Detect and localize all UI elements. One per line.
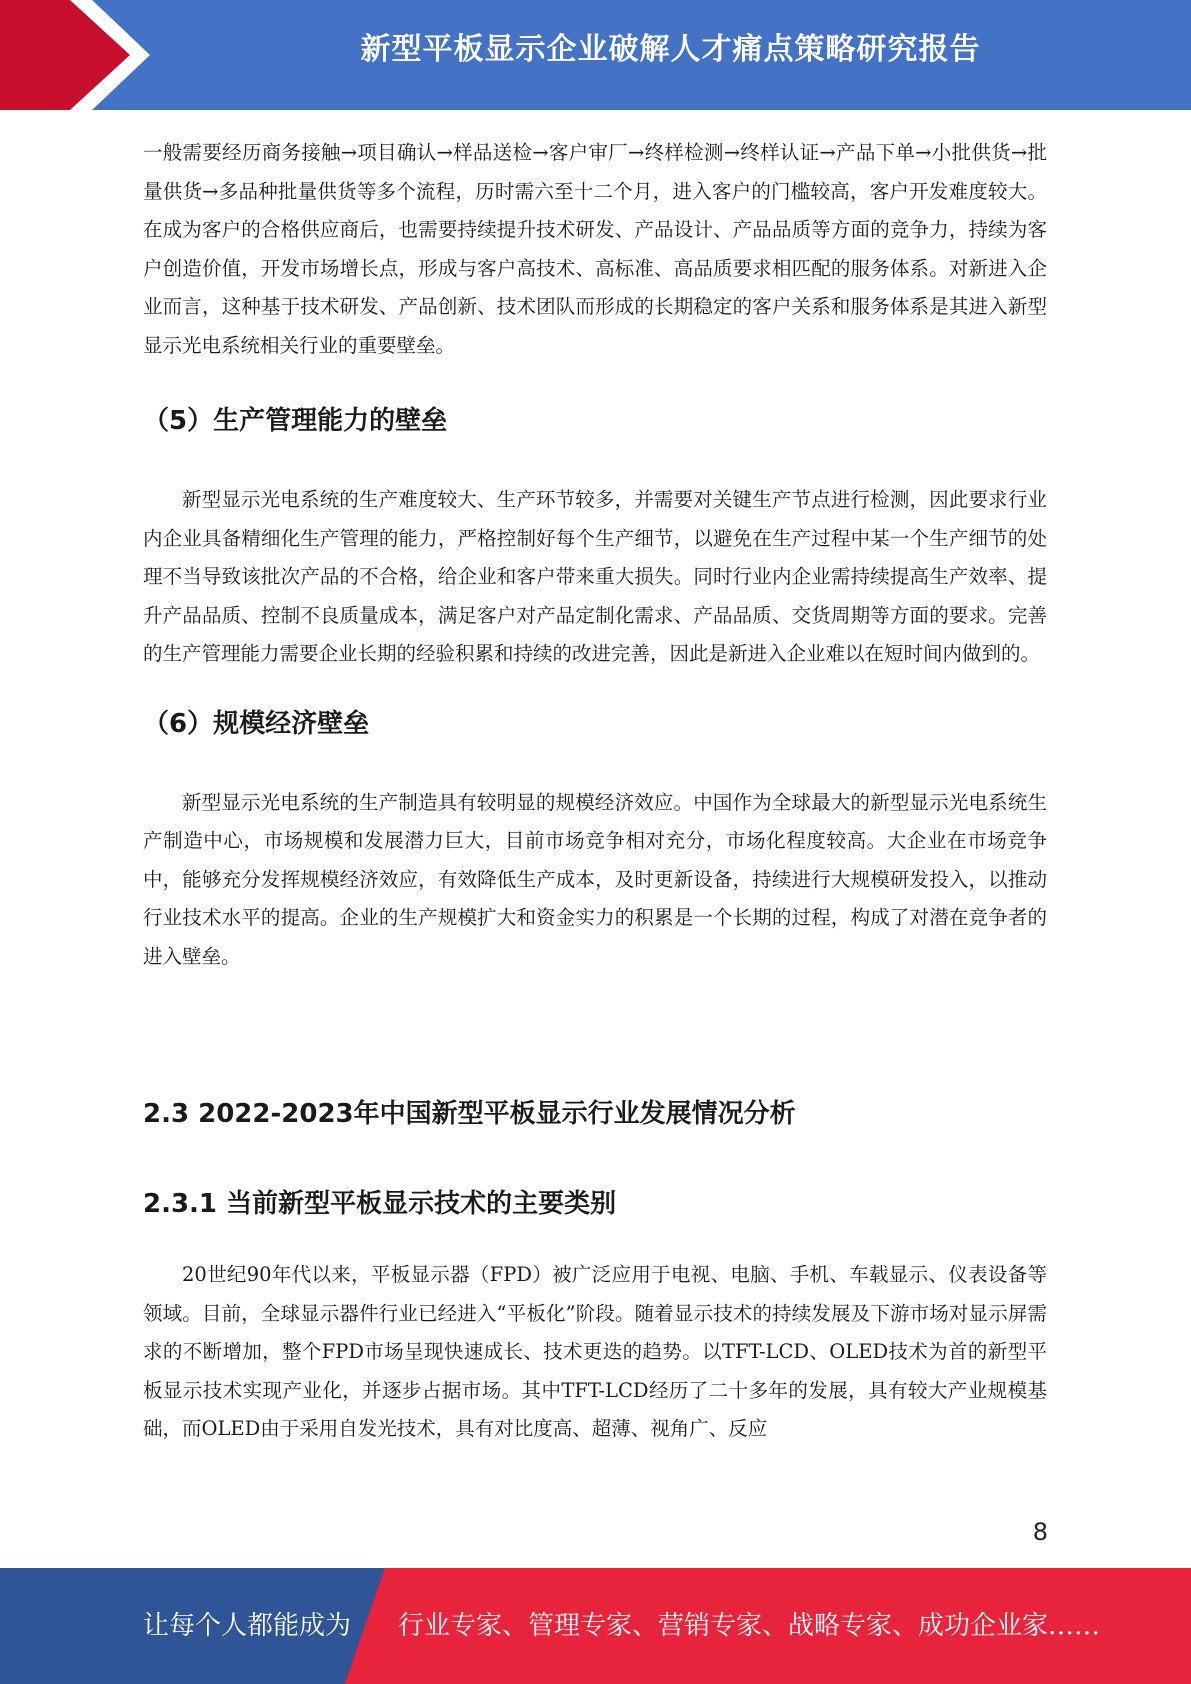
page-content: [143, 134, 1047, 1449]
paragraph-customer-barrier: 一般需要经历商务接触→项目确认→样品送检→客户审厂→终样检测→终样认证→产品下单→小批供货→批量供货→多品种批量供货等多个流程，历时需六至十二个月，进入客户的门槛较高，客户开发难度较大。在成为客户的合格供应商后，也需要持续提升技术研发、产品设计、产品品质等方面的竞争力，持续为客户创造价值，开发市场增长点，形成与客户高技术、高标准、高品质要求相匹配的服务体系。对新进入企业而言，这种基于技术研发、产品创新、技术团队而形成的长期稳定的客户关系和服务体系是其进入新型显示光电系统相关行业的重要壁垒。: [143, 141, 1047, 357]
report-title: 新型平板显示企业破解人才痛点策略研究报告: [360, 32, 981, 67]
paragraph-economies-of-scale: 新型显示光电系统的生产制造具有较明显的规模经济效应。中国作为全球最大的新型显示光电系统生产制造中心，市场规模和发展潜力巨大，目前市场竞争相对充分，市场化程度较高。大企业在市场竞争中，能够充分发挥规模经济效应，有效降低生产成本，及时更新设备，持续进行大规模研发投入，以推动行业技术水平的提高。企业的生产规模扩大和资金实力的积累是一个长期的过程，构成了对潜在竞争者的进入壁垒。: [143, 790, 1047, 968]
page-header: [0, 0, 1191, 110]
heading-economies-of-scale: （6）规模经济壁垒: [143, 708, 370, 739]
paragraph-display-technology: 20世纪90年代以来，平板显示器（FPD）被广泛应用于电视、电脑、手机、车载显示、仪表设备等领域。目前，全球显示器件行业已经进入“平板化”阶段。随着显示技术的持续发展及下游市场对显示屏需求的不断增加，整个FPD市场呈现快速成长、技术更迭的趋势。以TFT-LCD、OLED技术为首的新型平板显示技术实现产业化，并逐步占据市场。其中TFT-LCD经历了二十多年的发展，具有较大产业规模基础，而OLED由于采用自发光技术，具有对比度高、超薄、视角广、反应: [143, 1263, 1047, 1440]
footer-slogan-right: 行业专家、管理专家、营销专家、战略专家、成功企业家……: [398, 1611, 1101, 1641]
footer-slogan-left: 让每个人都能成为: [143, 1611, 352, 1641]
paragraph-production-management: 新型显示光电系统的生产难度较大、生产环节较多，并需要对关键生产节点进行检测，因此要求行业内企业具备精细化生产管理的能力，严格控制好每个生产细节，以避免在生产过程中某一个生产细节的处理不当导致该批次产品的不合格，给企业和客户带来重大损失。同时行业内企业需持续提高生产效率、提升产品品质、控制不良质量成本，满足客户对产品定制化需求、产品品质、交货周期等方面的要求。完善的生产管理能力需要企业长期的经验积累和持续的改进完善，因此是新进入企业难以在短时间内做到的。: [143, 488, 1047, 665]
subsection-heading: 2.3.1 当前新型平板显示技术的主要类别: [143, 1189, 617, 1219]
page-number: 8: [1032, 1518, 1048, 1546]
page-footer: [0, 1568, 1191, 1684]
heading-production-management: （5）生产管理能力的壁垒: [143, 406, 448, 436]
section-heading: 2.3 2022-2023年中国新型平板显示行业发展情况分析: [143, 1099, 796, 1129]
